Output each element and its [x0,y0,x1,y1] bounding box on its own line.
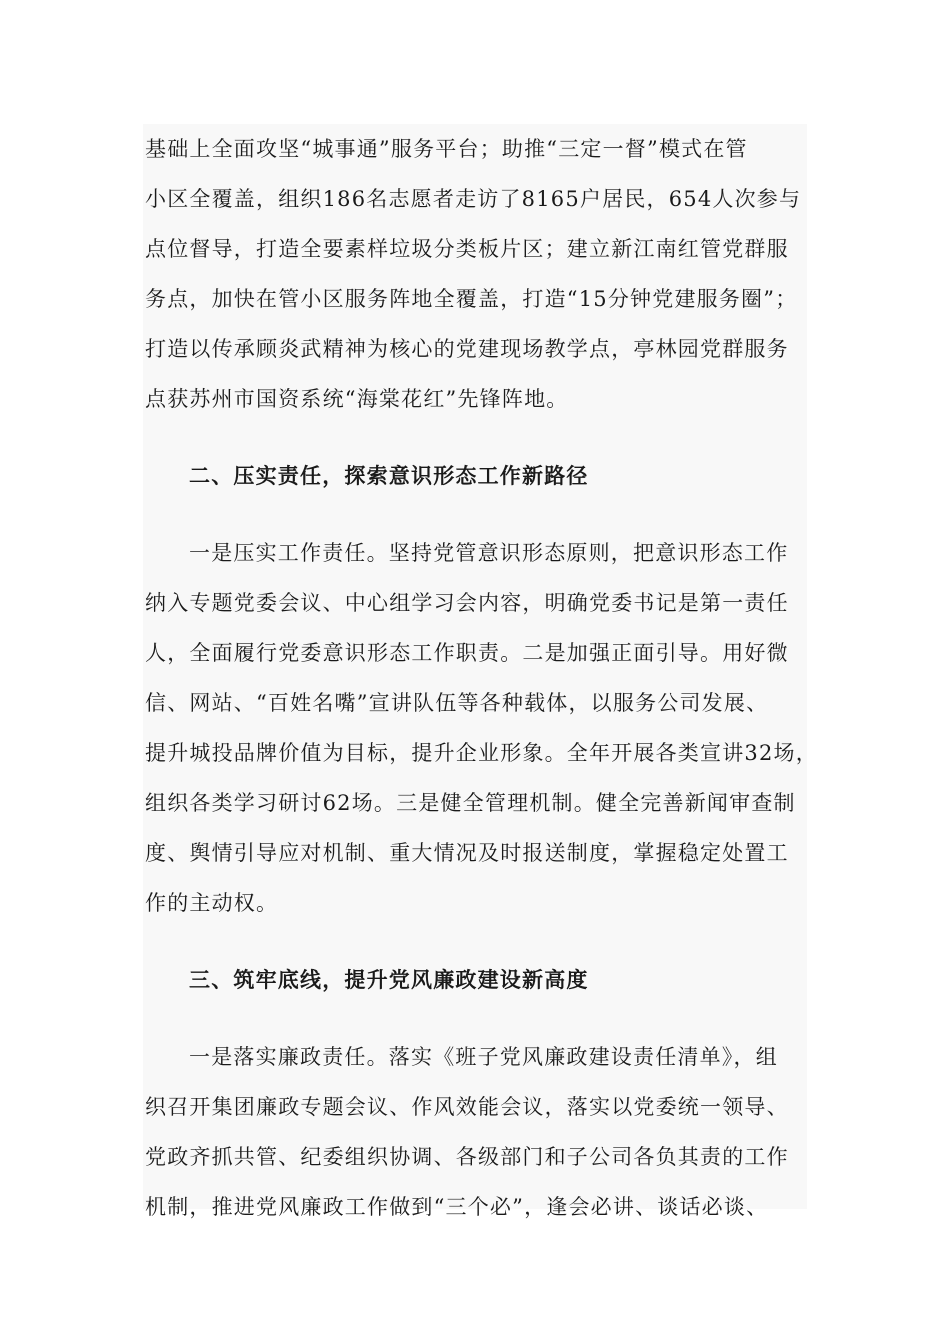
paragraph-line: 打造以传承顾炎武精神为核心的党建现场教学点，亭林园党群服务 [145,337,789,361]
spacer [145,928,809,955]
paragraph-line: 机制，推进党风廉政工作做到“三个必”，逢会必讲、谈话必谈、 [145,1195,769,1219]
paragraph-line: 信、网站、“百姓名嘴”宣讲队伍等各种载体，以服务公司发展、 [145,691,769,715]
document-body [145,124,818,1232]
paragraph-line: 度、舆情引导应对机制、重大情况及时报送制度，掌握稳定处置工 [145,841,789,865]
paragraph-line: 点位督导，打造全要素样垃圾分类板片区；建立新江南红管党群服 [145,237,789,261]
section-heading-3: 三、筑牢底线，提升党风廉政建设新高度 [189,967,589,992]
paragraph-line: 提升城投品牌价值为目标，提升企业形象。全年开展各类宣讲32场， [145,741,818,765]
section-heading-2: 二、压实责任，探索意识形态工作新路径 [189,463,589,488]
paragraph-line: 点获苏州市国资系统“海棠花红”先锋阵地。 [145,387,569,411]
paragraph-3 [145,1032,809,1232]
spacer [145,501,809,528]
paragraph-line: 纳入专题党委会议、中心组学习会内容，明确党委书记是第一责任 [145,591,789,615]
paragraph-line: 织召开集团廉政专题会议、作风效能会议，落实以党委统一领导、 [145,1095,789,1119]
paragraph-line: 组织各类学习研讨62场。三是健全管理机制。健全完善新闻审查制 [145,791,796,815]
paragraph-line: 人，全面履行党委意识形态工作职责。二是加强正面引导。用好微 [145,641,789,665]
paragraph-line: 一是落实廉政责任。落实《班子党风廉政建设责任清单》，组 [189,1045,778,1069]
spacer [145,1005,809,1032]
paragraph-line: 一是压实工作责任。坚持党管意识形态原则，把意识形态工作 [189,541,789,565]
paragraph-2 [145,528,818,928]
paragraph-line: 党政齐抓共管、纪委组织协调、各级部门和子公司各负其责的工作 [145,1145,789,1169]
paragraph-line: 小区全覆盖，组织186名志愿者走访了8165户居民，654人次参与 [145,187,802,211]
paragraph-1 [145,124,809,424]
paragraph-line: 基础上全面攻坚“城事通”服务平台；助推“三定一督”模式在管 [145,137,748,161]
spacer [145,424,809,451]
paragraph-line: 务点，加快在管小区服务阵地全覆盖，打造“15分钟党建服务圈”； [145,287,798,311]
paragraph-line: 作的主动权。 [145,891,279,915]
